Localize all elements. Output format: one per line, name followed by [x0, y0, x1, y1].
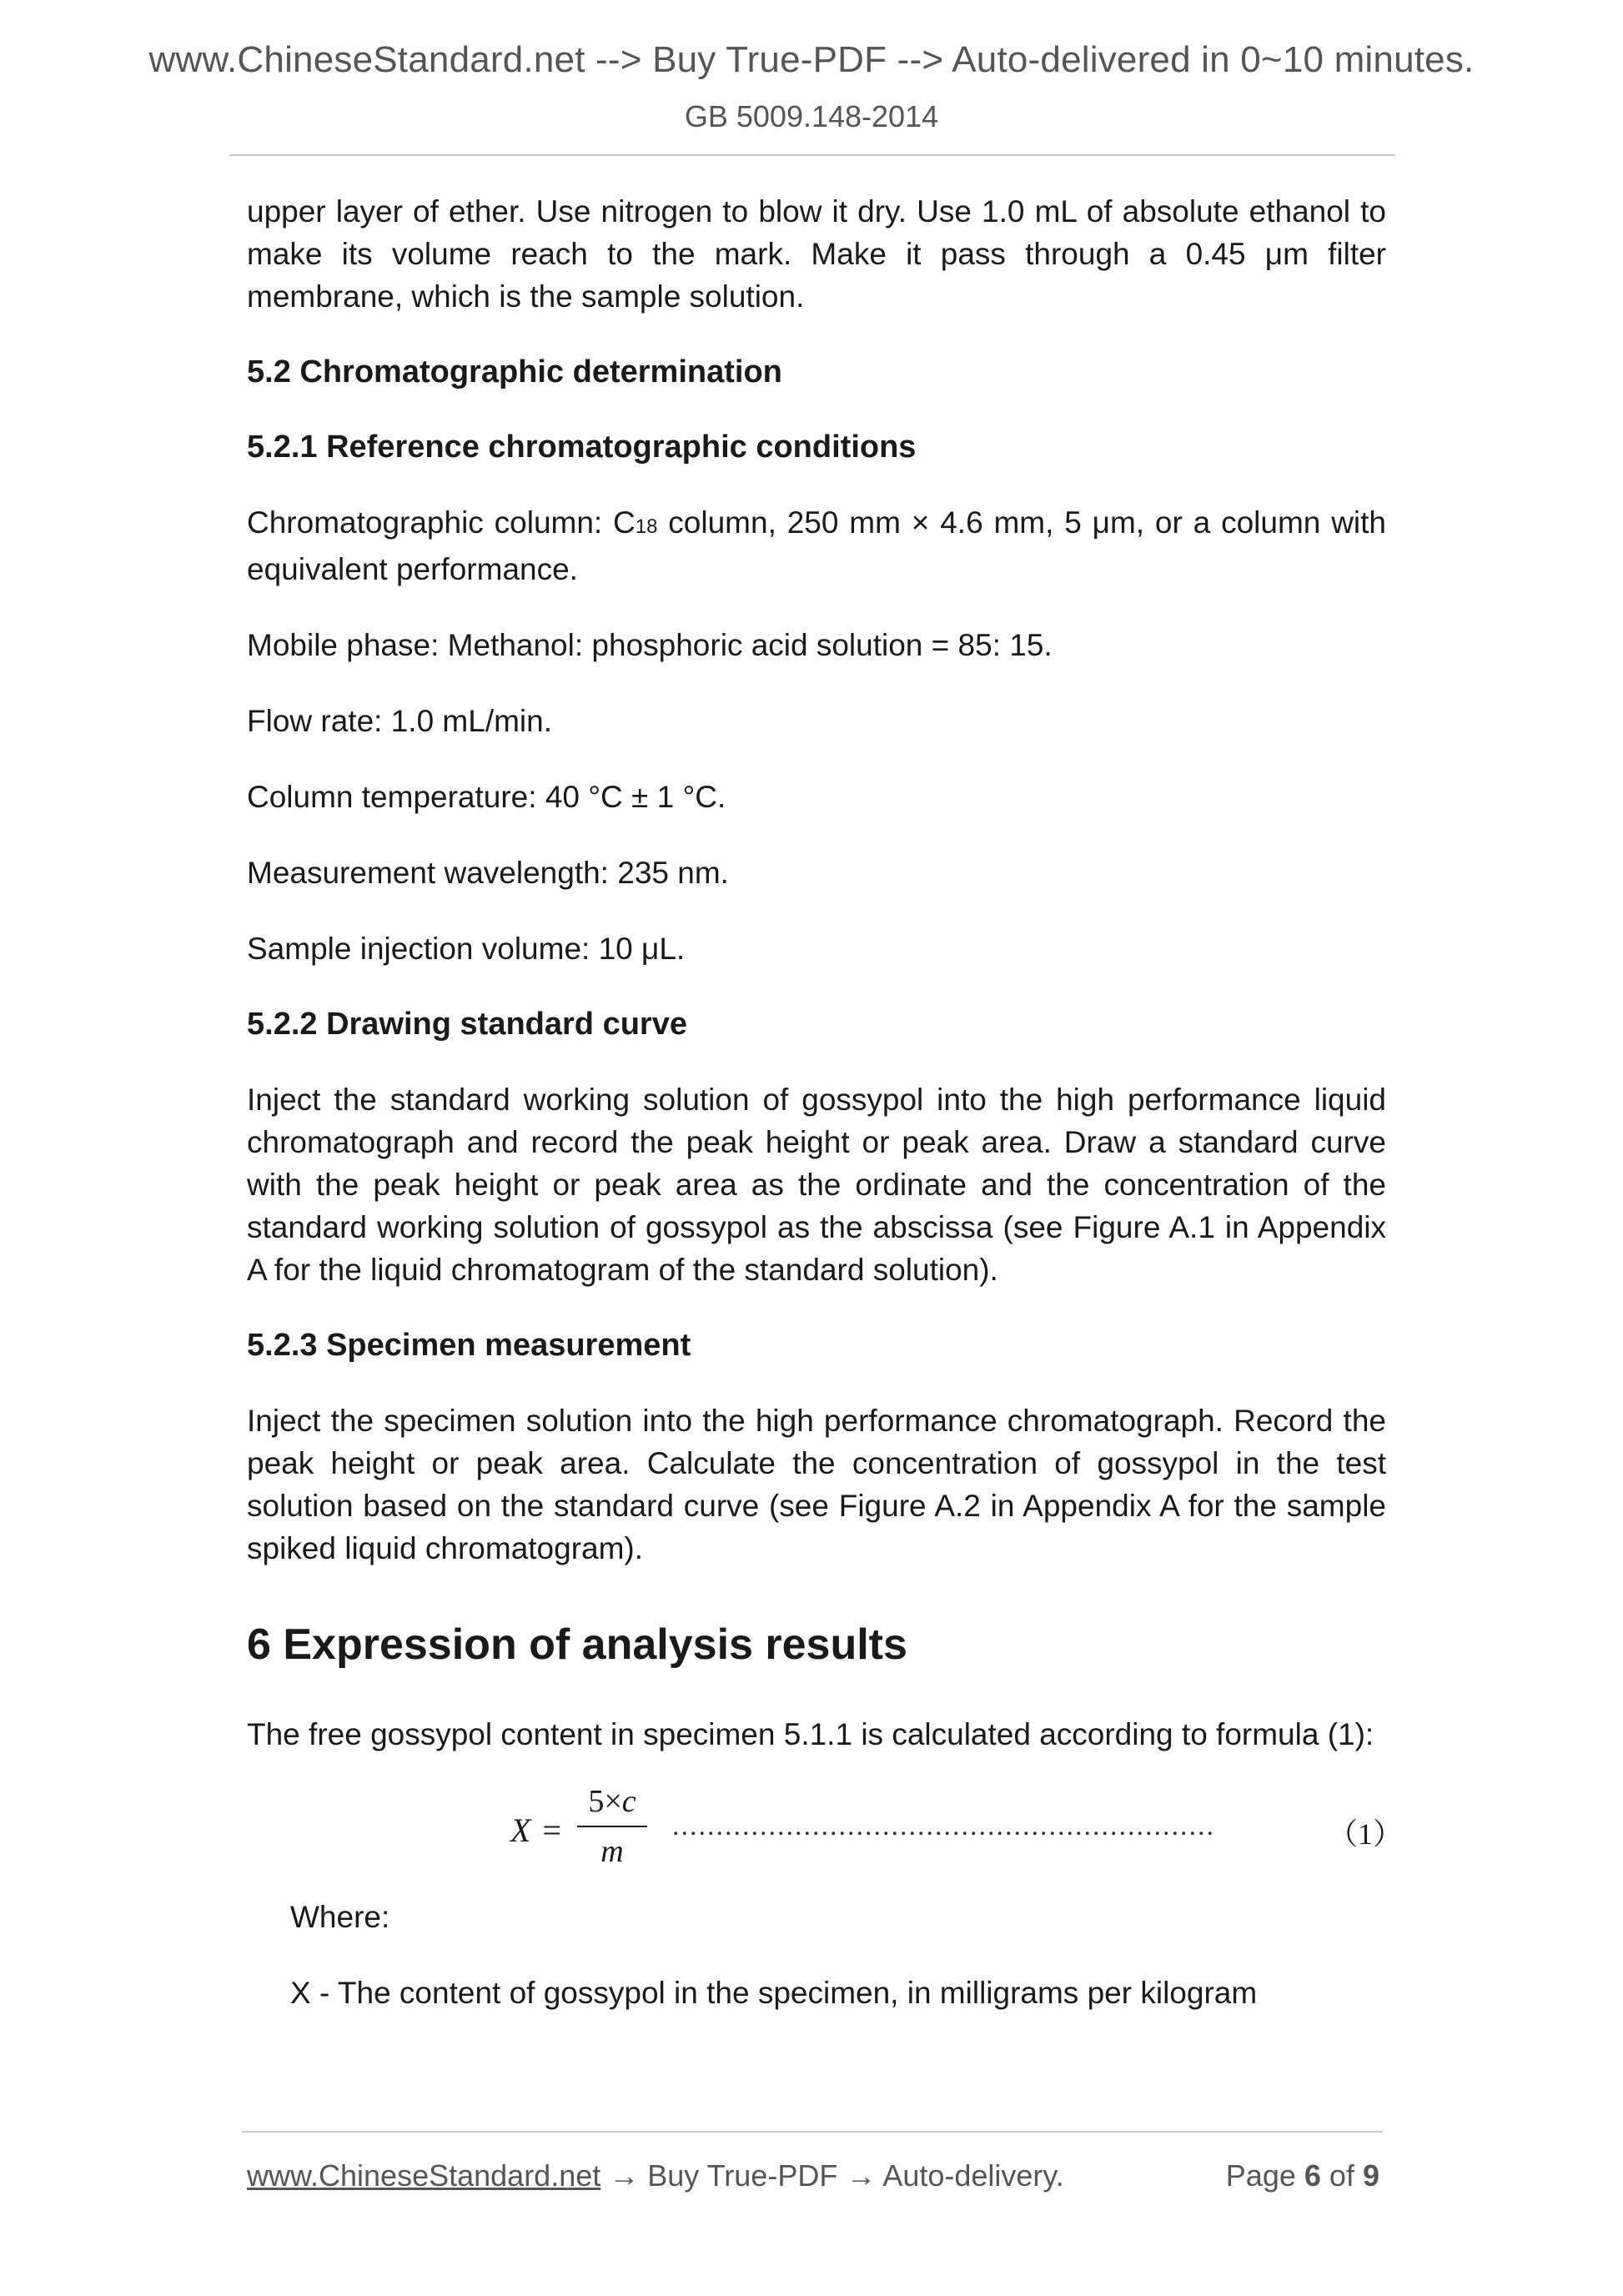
fraction-bar: [577, 1826, 647, 1827]
paragraph-standard-curve: Inject the standard working solution of gossypol into the high performance liquid chromatograph and record the peak height or peak area. Draw a standard curve with the peak height or peak area as the ordinate and the concentration of the standard working solution of gossypol as the abscissa (see Figure A.1 in Appendix A for the liquid chromatogram of the standard solution).: [247, 1083, 1386, 1287]
paragraph-where: Where:: [290, 1900, 390, 1934]
footer-left: [247, 2156, 1064, 2196]
paragraph-sample-solution: upper layer of ether. Use nitrogen to blow it dry. Use 1.0 mL of absolute ethanol to make its volume reach to the mark. Make it pass through a 0.45 μm filter membrane, which is the sample solution.: [247, 194, 1386, 314]
paragraph-specimen-measurement: Inject the specimen solution into the high performance chromatograph. Record the peak height or peak area. Calculate the concentration of gossypol in the test solution based on the standard curve (see Figure A.2 in Appendix A for the sample spiked liquid chromatogram).: [247, 1404, 1386, 1565]
formula-number: （1）: [1328, 1817, 1404, 1851]
page-content: [247, 190, 1404, 2014]
header-divider: [229, 154, 1395, 156]
paragraph-injection-volume: Sample injection volume: 10 μL.: [247, 932, 686, 966]
paragraph-mobile-phase: Mobile phase: Methanol: phosphoric acid solution = 85: 15.: [247, 628, 1053, 662]
paragraph-x-definition: X - The content of gossypol in the specimen, in milligrams per kilogram: [290, 1976, 1258, 2010]
document-id: GB 5009.148-2014: [684, 99, 939, 133]
total-pages: 9: [1362, 2158, 1379, 2193]
formula-1: [247, 1781, 1404, 1879]
paragraph-column-temperature: Column temperature: 40 °C ± 1 °C.: [247, 780, 726, 814]
footer-delivery-text: → Buy True-PDF → Auto-delivery.: [600, 2158, 1064, 2193]
paragraph-flow-rate: Flow rate: 1.0 mL/min.: [247, 704, 553, 738]
heading-6: 6 Expression of analysis results: [247, 1620, 907, 1669]
heading-5-2-2: 5.2.2 Drawing standard curve: [247, 1007, 687, 1042]
formula-denominator: m: [600, 1834, 624, 1869]
paragraph-column: [247, 501, 1386, 590]
column-prefix: Chromatographic column: C: [247, 505, 636, 540]
heading-5-2-3: 5.2.3 Specimen measurement: [247, 1328, 691, 1363]
column-subscript: 18: [635, 515, 658, 538]
paragraph-formula-intro: The free gossypol content in specimen 5.1.1 is calculated according to formula (1):: [247, 1717, 1374, 1751]
formula-numerator: 5×c: [588, 1784, 636, 1819]
formula-fraction: [577, 1781, 647, 1871]
footer-divider: [242, 2131, 1383, 2133]
page-footer: [247, 2156, 1383, 2198]
page-indicator: Page 6 of 9: [1225, 2158, 1379, 2193]
heading-5-2: 5.2 Chromatographic determination: [247, 354, 782, 389]
column-suffix: column, 250 mm × 4.6 mm, 5 μm, or a column with equivalent performance.: [247, 505, 1386, 586]
formula-leader-dots: ..............................................................: [672, 1811, 1215, 1841]
site-banner: www.ChineseStandard.net --> Buy True-PDF --> Auto-delivered in 0~10 minutes.: [148, 39, 1475, 80]
paragraph-wavelength: Measurement wavelength: 235 nm.: [247, 856, 729, 890]
formula-lhs: X =: [510, 1811, 561, 1849]
footer-site-link[interactable]: www.ChineseStandard.net: [247, 2158, 601, 2193]
heading-5-2-1: 5.2.1 Reference chromatographic conditions: [247, 430, 917, 465]
current-page: 6: [1304, 2158, 1321, 2193]
